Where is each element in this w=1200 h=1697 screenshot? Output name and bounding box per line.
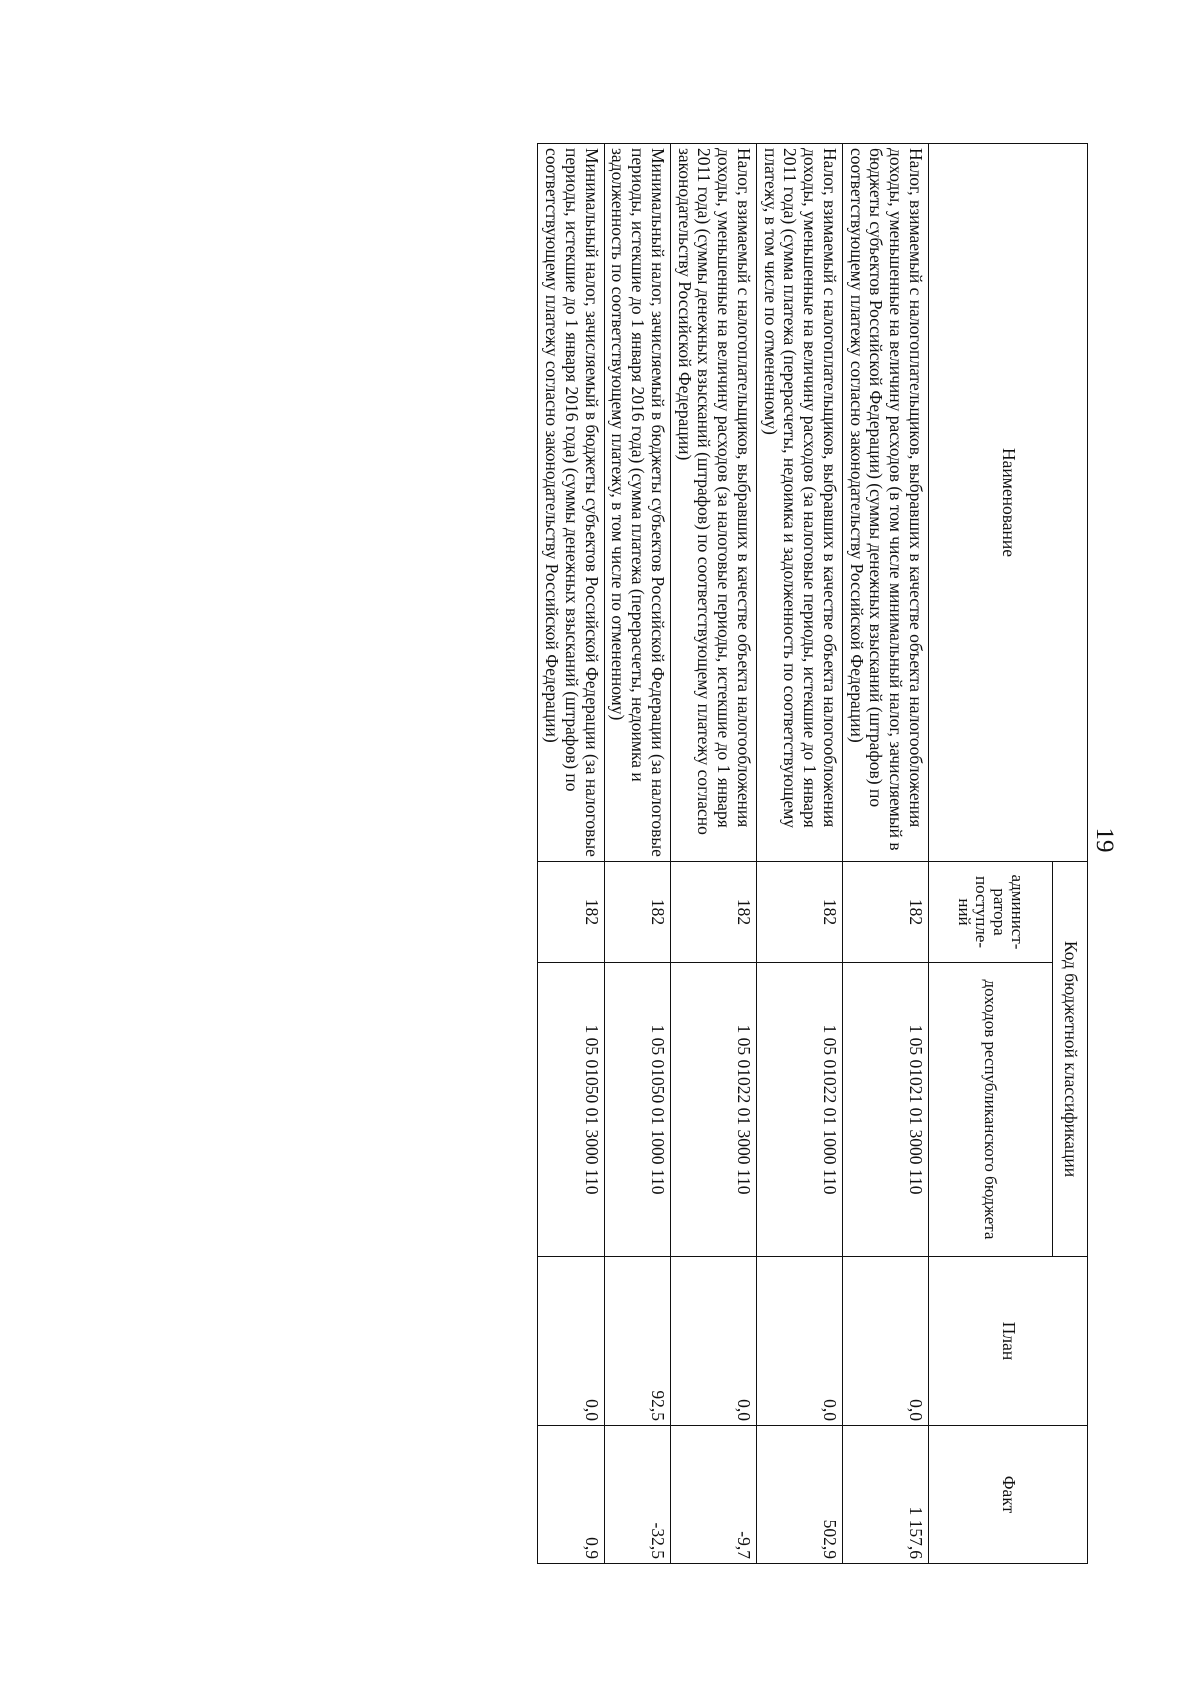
row-income-code: 1 05 01050 01 3000 110 (538, 963, 604, 1257)
table-row (538, 144, 604, 1564)
table-row (756, 144, 842, 1564)
row-plan: 0,0 (756, 1257, 842, 1426)
table-row (842, 144, 928, 1564)
row-income-code: 1 05 01021 01 3000 110 (842, 963, 928, 1257)
row-income-code: 1 05 01022 01 3000 110 (670, 963, 756, 1257)
row-name: Налог, взимаемый с налогоплательщиков, выбравших в качестве объекта налогообложения доходы, уменьшенные на величину расходов (в том числе минимальный налог, зачисляемый в бюджеты субъектов Российской Федерации) (суммы денежных взысканий (штрафов) по соответствующему платежу согласно законодательству Российской Федерации) (842, 144, 928, 862)
row-income-code: 1 05 01050 01 1000 110 (604, 963, 670, 1257)
row-plan: 0,0 (538, 1257, 604, 1426)
row-name: Налог, взимаемый с налогоплательщиков, выбравших в качестве объекта налогообложения доходы, уменьшенные на величину расходов (за налоговые периоды, истекшие до 1 января 2011 года) (суммы денежных взысканий (штрафов) по соответствующему платежу согласно законодательству Российской Федерации) (670, 144, 756, 862)
row-plan: 0,0 (670, 1257, 756, 1426)
row-plan: 92,5 (604, 1257, 670, 1426)
row-admin-code: 182 (756, 862, 842, 963)
row-admin-code: 182 (670, 862, 756, 963)
header-income: доходов республиканского бюджета (929, 963, 1053, 1257)
row-admin-code: 182 (842, 862, 928, 963)
row-income-code: 1 05 01022 01 1000 110 (756, 963, 842, 1257)
row-admin-code: 182 (604, 862, 670, 963)
budget-table (537, 143, 1088, 1564)
row-fact: -9,7 (670, 1426, 756, 1564)
row-name: Минимальный налог, зачисляемый в бюджеты субъектов Российской Федерации (за налоговые периоды, истекшие до 1 января 2016 года) (суммы денежных взысканий (штрафов) по соответствующему платежу согласно законодательству Российской Федерации) (538, 144, 604, 862)
row-admin-code: 182 (538, 862, 604, 963)
row-plan: 0,0 (842, 1257, 928, 1426)
row-name: Минимальный налог, зачисляемый в бюджеты субъектов Российской Федерации (за налоговые периоды, истекшие до 1 января 2016 года) (сумма платежа (перерасчеты, недоимка и задолженность по соответствующему платежу, в том числе по отмененному) (604, 144, 670, 862)
row-fact: 502,9 (756, 1426, 842, 1564)
row-fact: 0,9 (538, 1426, 604, 1564)
row-fact: 1 157,6 (842, 1426, 928, 1564)
row-name: Налог, взимаемый с налогоплательщиков, выбравших в качестве объекта налогообложения доходы, уменьшенные на величину расходов (за налоговые периоды, истекшие до 1 января 2011 года) (сумма платежа (перерасчеты, недоимка и задолженность по соответствующему платежу, в том числе по отмененному) (756, 144, 842, 862)
header-code-group: Код бюджетной классификации (1053, 862, 1088, 1257)
header-admin: админист-ратора поступле-ний (929, 862, 1053, 963)
header-fact: Факт (929, 1426, 1088, 1564)
header-name: Наименование (929, 144, 1088, 862)
page-number: 19 (1091, 827, 1118, 853)
header-plan: План (929, 1257, 1088, 1426)
table-row (670, 144, 756, 1564)
table-row (604, 144, 670, 1564)
row-fact: -32,5 (604, 1426, 670, 1564)
